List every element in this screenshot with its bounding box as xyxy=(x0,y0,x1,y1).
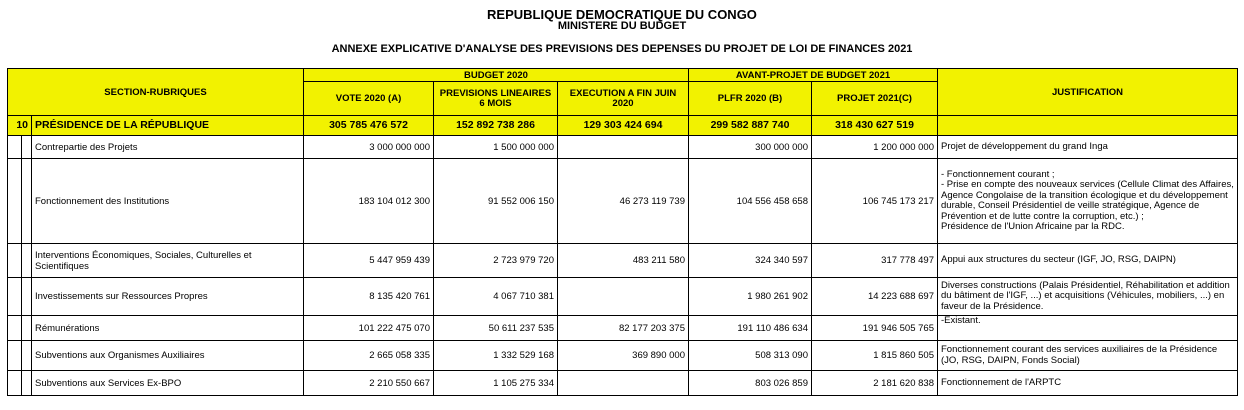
row-projet: 106 745 173 217 xyxy=(812,159,938,244)
section-execution: 129 303 424 694 xyxy=(558,116,689,136)
row-previsions: 1 500 000 000 xyxy=(434,136,558,159)
justification-line: - Fonctionnement courant ; xyxy=(941,168,1055,180)
row-execution: 82 177 203 375 xyxy=(558,316,689,341)
row-plfr: 508 313 090 xyxy=(689,341,812,371)
header-previsions: PREVISIONS LINEAIRES 6 MOIS xyxy=(434,82,558,116)
row-plfr: 104 556 458 658 xyxy=(689,159,812,244)
row-previsions: 1 105 275 334 xyxy=(434,371,558,396)
section-name: PRÉSIDENCE DE LA RÉPUBLIQUE xyxy=(32,116,304,136)
table-row xyxy=(8,159,1238,244)
table-row xyxy=(8,341,1238,371)
country-title: REPUBLIQUE DEMOCRATIQUE DU CONGO xyxy=(487,7,757,22)
section-vote: 305 785 476 572 xyxy=(304,116,434,136)
row-vote: 5 447 959 439 xyxy=(304,244,434,278)
table-row xyxy=(8,316,1238,341)
budget-table xyxy=(7,68,1238,396)
header-justification: JUSTIFICATION xyxy=(938,69,1238,116)
table-row xyxy=(8,371,1238,396)
row-projet: 2 181 620 838 xyxy=(812,371,938,396)
row-execution xyxy=(558,371,689,396)
row-vote: 101 222 475 070 xyxy=(304,316,434,341)
row-previsions: 2 723 979 720 xyxy=(434,244,558,278)
justification-line: Fonctionnement de l'ARPTC xyxy=(941,376,1062,388)
row-projet: 1 815 860 505 xyxy=(812,341,938,371)
row-label: Subventions aux Services Ex-BPO xyxy=(32,371,304,396)
row-justification xyxy=(938,316,1238,341)
row-plfr: 1 980 261 902 xyxy=(689,278,812,316)
table-row xyxy=(8,278,1238,316)
section-projet: 318 430 627 519 xyxy=(812,116,938,136)
row-label: Subventions aux Organismes Auxiliaires xyxy=(32,341,304,371)
justification-line: - Prise en compte des nouveaux services (Cellule Climat des Affaires, Agence Congolaise de la transition écologique et du développement durable, Conseil Présidentiel de veille stratégique, Agence de Prévention et de lutte contre la corruption, etc.) ; xyxy=(941,179,1234,222)
row-justification xyxy=(938,136,1238,159)
header-plfr: PLFR 2020 (B) xyxy=(689,82,812,116)
row-justification xyxy=(938,341,1238,371)
row-plfr: 300 000 000 xyxy=(689,136,812,159)
row-execution: 46 273 119 739 xyxy=(558,159,689,244)
row-vote: 2 210 550 667 xyxy=(304,371,434,396)
row-justification xyxy=(938,244,1238,278)
header-avant-projet: AVANT-PROJET DE BUDGET 2021 xyxy=(689,69,938,82)
row-label: Interventions Économiques, Sociales, Culturelles et Scientifiques xyxy=(32,244,304,278)
header-section-rubriques: SECTION-RUBRIQUES xyxy=(8,69,304,116)
row-label: Rémunérations xyxy=(32,316,304,341)
row-vote: 2 665 058 335 xyxy=(304,341,434,371)
table-row xyxy=(8,136,1238,159)
row-execution xyxy=(558,278,689,316)
section-previsions: 152 892 738 286 xyxy=(434,116,558,136)
row-previsions: 4 067 710 381 xyxy=(434,278,558,316)
justification-line: Fonctionnement courant des services auxiliaires de la Présidence (JO, RSG, DAIPN, Fonds Social) xyxy=(941,344,1218,366)
row-projet: 191 946 505 765 xyxy=(812,316,938,341)
section-justification xyxy=(938,116,1238,136)
document-title: ANNEXE EXPLICATIVE D'ANALYSE DES PREVISIONS DES DEPENSES DU PROJET DE LOI DE FINANCES 2021 xyxy=(331,43,913,55)
row-execution: 483 211 580 xyxy=(558,244,689,278)
row-execution: 369 890 000 xyxy=(558,341,689,371)
row-label: Investissements sur Ressources Propres xyxy=(32,278,304,316)
header-budget-2020: BUDGET 2020 xyxy=(304,69,689,82)
ministry-title: MINISTERE DU BUDGET xyxy=(557,20,687,32)
row-previsions: 91 552 006 150 xyxy=(434,159,558,244)
justification-line: Projet de développement du grand Inga xyxy=(941,140,1108,152)
header-execution: EXECUTION A FIN JUIN 2020 xyxy=(558,82,689,116)
row-previsions: 50 611 237 535 xyxy=(434,316,558,341)
section-row xyxy=(8,116,1238,136)
row-vote: 8 135 420 761 xyxy=(304,278,434,316)
justification-line: -Existant. xyxy=(941,315,981,326)
justification-line: Présidence de l'Union Africaine par la RDC. xyxy=(941,221,1125,232)
row-projet: 14 223 688 697 xyxy=(812,278,938,316)
justification-line: Appui aux structures du secteur (IGF, JO, RSG, DAIPN) xyxy=(941,254,1176,266)
row-plfr: 324 340 597 xyxy=(689,244,812,278)
table-row xyxy=(8,244,1238,278)
justification-line: Diverses constructions (Palais Présidentiel, Réhabilitation et addition du bâtiment de l'IGF, ...) et acquisitions (Véhicules, mobiliers, ...) en faveur de la Présidence. xyxy=(941,279,1230,312)
row-label: Contrepartie des Projets xyxy=(32,136,304,159)
header-projet: PROJET 2021(C) xyxy=(812,82,938,116)
row-projet: 317 778 497 xyxy=(812,244,938,278)
row-execution xyxy=(558,136,689,159)
row-label: Fonctionnement des Institutions xyxy=(32,159,304,244)
row-previsions: 1 332 529 168 xyxy=(434,341,558,371)
section-plfr: 299 582 887 740 xyxy=(689,116,812,136)
section-number: 10 xyxy=(8,116,32,136)
row-plfr: 803 026 859 xyxy=(689,371,812,396)
header-vote: VOTE 2020 (A) xyxy=(304,82,434,116)
row-justification xyxy=(938,278,1238,316)
row-plfr: 191 110 486 634 xyxy=(689,316,812,341)
row-justification xyxy=(938,159,1238,244)
row-justification xyxy=(938,371,1238,396)
row-vote: 183 104 012 300 xyxy=(304,159,434,244)
row-vote: 3 000 000 000 xyxy=(304,136,434,159)
row-projet: 1 200 000 000 xyxy=(812,136,938,159)
